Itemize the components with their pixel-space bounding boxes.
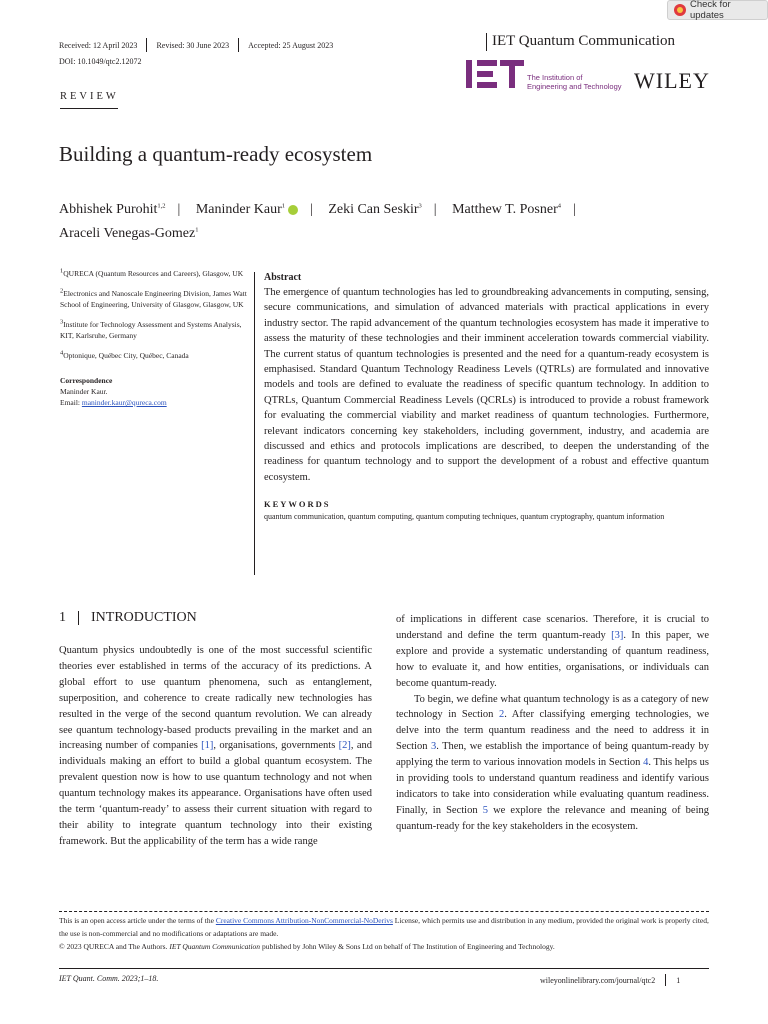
journal-title[interactable]: IET Quantum Communication [492,33,676,49]
affiliation: 3Institute for Technology Assessment and Systems Analysis, KIT, Karlsruhe, Germany [60,318,242,340]
correspondence-heading: Correspondence [60,376,113,385]
check-for-updates-label: Check for updates [689,0,731,21]
paragraph: of implications in different case scenarios. Therefore, it is crucial to understand and define the term quantum-ready [3]. In this paper, we explore and provide a systematic understanding of quantum readiness, how to evaluate it, and how entities, organisations, or individuals can become quantum-ready. [396,614,710,689]
keywords-list: quantum communication, quantum computing, quantum computing techniques, quantum cryptography, quantum information [264,512,665,522]
license-footnote [59,914,709,953]
footer-divider [59,968,709,969]
author-name[interactable]: Matthew T. Posner [452,202,558,217]
journal-citation: IET Quant. Comm. 2023;1–18. [59,974,159,983]
body-column-left [59,643,372,850]
author-list: Abhishek Purohit$^{1,2}$ | Maninder Kaur$^1$ | Zeki Can Seskir$^3$ | Matthew T. Posner$^4$ | Araceli Venegas-Gomez$^1$ [59,202,576,241]
author-affiliation-number: 1 [195,226,199,234]
article-title: Building a quantum-ready ecosystem [59,142,373,166]
footer-right [540,974,680,986]
abstract-heading: Abstract [264,272,302,283]
author-name[interactable]: Araceli Venegas-Gomez [59,226,196,241]
article-dates [59,38,333,52]
license-link[interactable]: Creative Commons Attribution-NonCommercial-NoDerivs [215,916,393,925]
author-affiliation-number: 3 [418,202,422,210]
accepted-date: Accepted: 25 August 2023 [248,40,334,50]
paragraph: To begin, we define what quantum technology is as a category of new technology in Section 2. After classifying emerging technologies, we delve into the term quantum readiness and the need to address it in Section 3. Then, we establish the importance of being quantum-ready by applying the term to various innovation models in Section 4. This helps us in providing tools to understand quantum readiness and identify various indicators to take into consideration while evaluating quantum readiness. Finally, in Section 5 we explore the relevance and meaning of being quantum-ready for the key stakeholders in the ecosystem. [396,693,710,832]
wiley-logo: WILEY [634,68,710,93]
page-number: 1 [676,975,681,985]
orcid-icon[interactable] [288,205,298,215]
iet-logo-icon [466,58,526,90]
affiliation: 4Optonique, Québec City, Québec, Canada [60,349,189,360]
abstract [264,272,709,523]
license-text: This is an open access article under the terms of the Creative Commons Attribution-NonCommercial-NoDerivs License, which permits use and distribution in any medium, provided the original work is properly cited, the use is non-commercial and no modifications or adaptations are made. [59,916,709,938]
section-number: 1 [59,610,66,625]
footnote-divider [59,911,709,912]
citation-link[interactable]: [1] [201,740,214,752]
doi[interactable]: DOI: 10.1049/qtc2.12072 [59,57,142,66]
crossmark-icon [674,4,686,16]
author-name[interactable]: Maninder Kaur [195,202,282,217]
journal-separator [486,33,487,51]
check-for-updates-button[interactable] [667,0,768,20]
author-name[interactable]: Zeki Can Seskir [328,202,419,217]
article-type-underline [60,108,118,109]
article-type: REVIEW [60,91,119,102]
section-link[interactable]: 4 [643,757,649,769]
citation-link[interactable]: [2] [338,740,351,752]
received-date: Received: 12 April 2023 [59,40,138,50]
iet-line-1: The Institution of [527,73,583,82]
paragraph: Quantum physics undoubtedly is one of the most successful scientific theories ever established in terms of the accuracy of its predictions. A global effort to use quantum phenomena, such as entanglement, superposition, and coherence to create radically new technologies has resulted in the verge of the second quantum revolution. We can already see quantum technology-based products prevailing in the market and an increasing number of companies [1], organisations, governments [2], and individuals making an effort to build a global quantum ecosystem. The prevalent question now is how to use quantum technology and not when quantum technology makes its appearance. Organisations have often used the term ‘quantum-ready’ to assess their current situation with regard to their ability to integrate quantum technology into their existing framework. But the applicability of the term has a wide range [59,645,372,847]
author-affiliation-number: 1,2 [157,202,166,210]
citation-link[interactable]: [3] [611,629,624,641]
copyright-text: © 2023 QURECA and The Authors. IET Quantum Communication published by John Wiley & Sons Ltd on behalf of The Institution of Engineering and Technology. [59,942,555,951]
section-title: INTRODUCTION [91,610,197,625]
body-column-right [396,612,709,835]
affiliation: 2Electronics and Nanoscale Engineering Division, James Watt School of Engineering, University of Glasgow, Glasgow, UK [60,287,247,309]
revised-date: Revised: 30 June 2023 [156,40,230,50]
section-link[interactable]: 2 [498,709,505,721]
iet-line-2: Engineering and Technology [527,82,622,91]
section-link[interactable]: 3 [430,741,437,753]
abstract-divider [254,272,255,575]
affiliation: 1QURECA (Quantum Resources and Careers), Glasgow, UK [60,267,244,278]
iet-institution-text [527,73,622,91]
correspondence-name: Maninder Kaur. [60,387,108,396]
correspondence-email: Email: maninder.kaur@qureca.com [60,398,167,407]
abstract-body: The emergence of quantum technologies has led to groundbreaking advancements in computing, sensing, secure communications, and simulation of advanced materials with practical applications in every industry sector. The rapid advancement of the quantum technologies ecosystem has made it imperative to assess the maturity of these technologies and their imminent acceleration towards commercial viability. The current status of quantum technologies is presented and the need for a quantum-ready ecosystem is emphasised. Standard Quantum Technology Readiness Levels (QTRLs) are formulated and innovative models and tools are defined to evaluate the readiness of specific quantum technology. In addition to QTRLs, Quantum Commercial Readiness Levels (QCRLs) is introduced to provide a robust framework for evaluating the commercial viability and market readiness of quantum technologies. Furthermore, relevant indicators concerning key stakeholders, including government, industry, and academia are discussed and ethics and protocols implications are described, to deepen the understanding of the readiness for quantum technology and to support the development of a robust and effective quantum ecosystem. [264,287,709,483]
journal-url[interactable]: wileyonlinelibrary.com/journal/qtc2 [540,975,656,985]
author-affiliation-number: 1 [281,202,285,210]
email-link[interactable]: maninder.kaur@qureca.com [81,398,167,407]
affiliations [60,268,250,408]
author-affiliation-number: 4 [557,202,561,210]
keywords-heading: KEYWORDS [264,499,331,510]
section-link[interactable]: 5 [482,804,488,816]
section-heading [59,610,197,626]
author-name[interactable]: Abhishek Purohit [59,202,158,217]
